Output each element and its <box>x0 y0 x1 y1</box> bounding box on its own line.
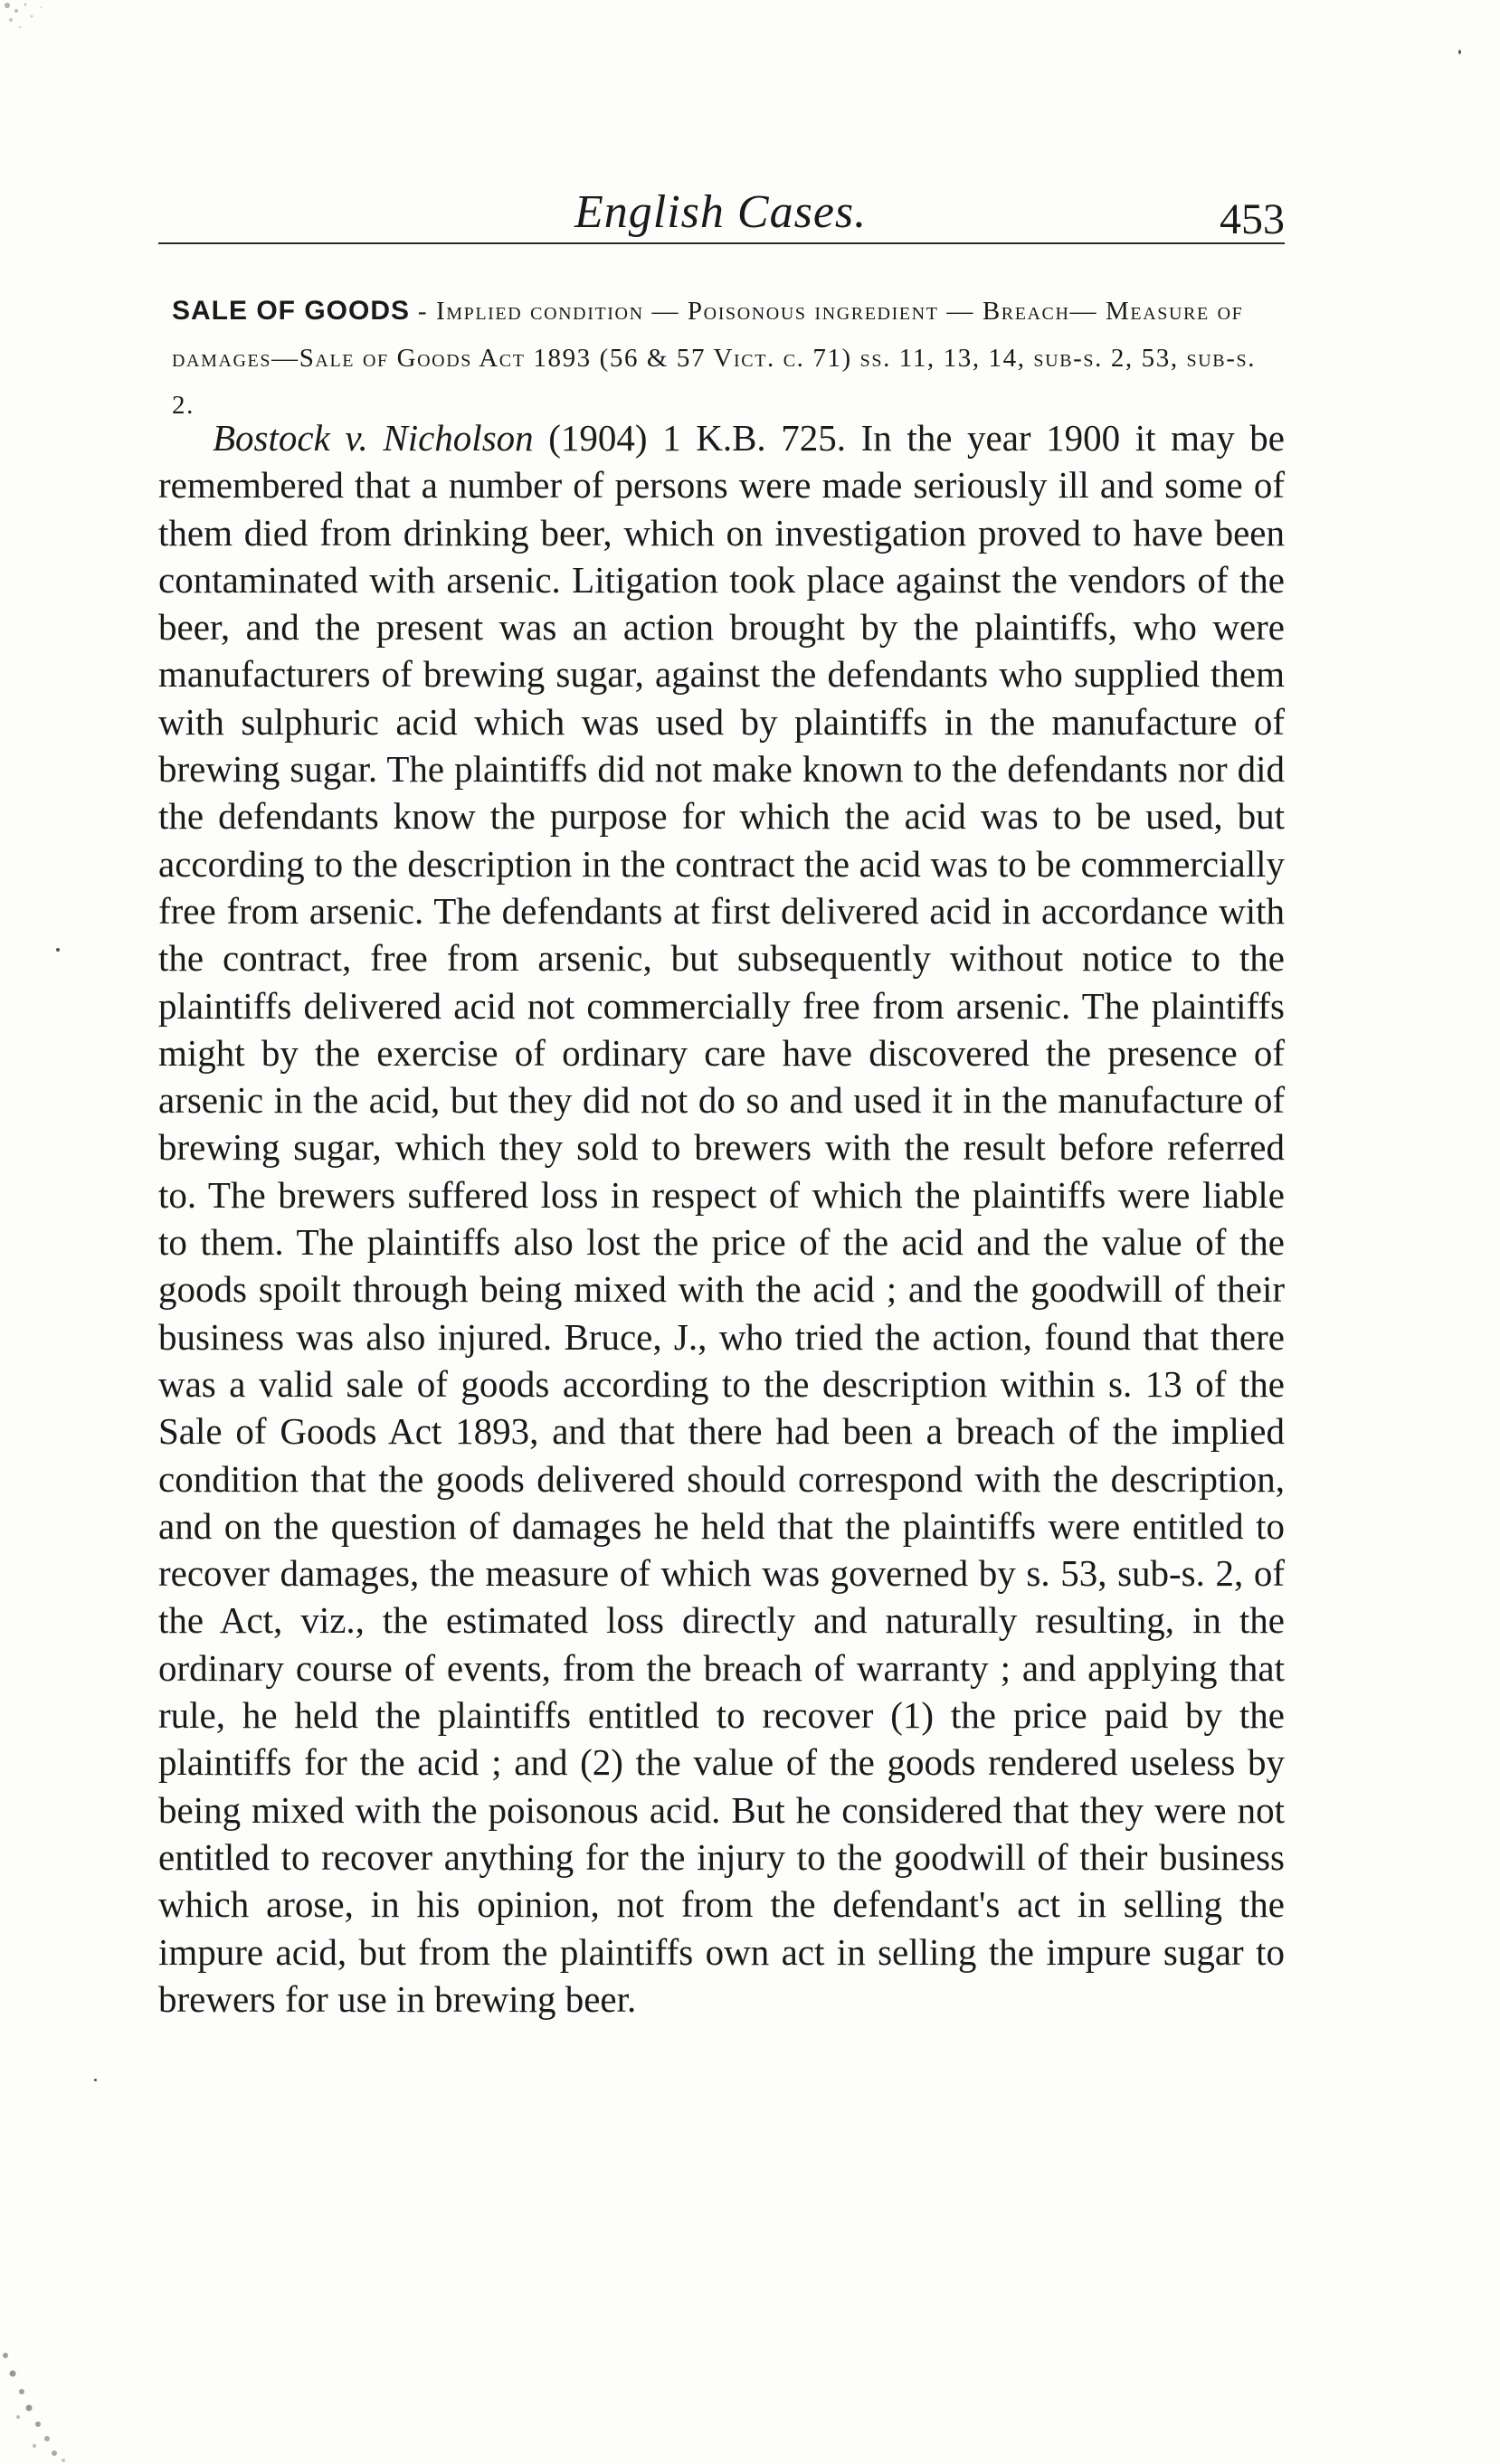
page-header <box>158 176 1285 249</box>
page-number: 453 <box>1220 195 1285 243</box>
bottom-left-page-edge-noise <box>0 2337 81 2464</box>
case-summary-paragraph <box>158 414 1285 2023</box>
header-rule <box>158 242 1285 244</box>
case-heading <box>172 288 1285 429</box>
top-left-page-edge-noise <box>0 0 63 63</box>
running-head: English Cases. <box>574 186 868 238</box>
case-heading-rest: - Implied condition — Poisonous ingredient — Breach— Measure of damages—Sale of Goods Act 1893 (56 & 57 Vict. c. 71) ss. 11, 13, 14, sub-s. 2, 53, sub-s. 2. <box>172 297 1257 420</box>
case-heading-lead: SALE OF GOODS <box>172 296 411 326</box>
ink-speck <box>1458 50 1461 54</box>
case-summary-text: (1904) 1 K.B. 725. In the year 1900 it may be remembered that a number of persons were made seriously ill and some of them died from drinking beer, which on investigation proved to have been contaminated with arsenic. Litigation took place against the vendors of the beer, and the present was an action brought by the plaintiffs, who were manufacturers of brewing sugar, against the defendants who supplied them with sulphuric acid which was used by plaintiffs in the manufacture of brewing sugar. The plaintiffs did not make known to the defendants nor did the defendants know the purpose for which the acid was to be used, but according to the description in the contract the acid was to be commercially free from arsenic. The defendants at first delivered acid in accordance with the contract, free from arsenic, but subsequently without notice to the plaintiffs delivered acid not commercially free from arsenic. The plaintiffs might by the exercise of ordinary care have discovered the presence of arsenic in the acid, but they did not do so and used it in the manufacture of brewing sugar, which they sold to brewers with the result before referred to. The brewers suffered loss in respect of which the plaintiffs were liable to them. The plaintiffs also lost the price of the acid and the value of the goods spoilt through being mixed with the acid ; and the goodwill of their business was also injured. Bruce, J., who tried the action, found that there was a valid sale of goods according to the description within s. 13 of the Sale of Goods Act 1893, and that there had been a breach of the implied condition that the goods delivered should correspond with the description, and on the question of damages he held that the plaintiffs were entitled to recover damages, the measure of which was governed by s. 53, sub-s. 2, of the Act, viz., the estimated loss directly and naturally resulting, in the ordinary course of events, from the breach of warranty ; and applying that rule, he held the plaintiffs entitled to recover (1) the price paid by the plaintiffs for the acid ; and (2) the value of the goods rendered useless by being mixed with the poisonous acid. But he considered that they were not entitled to recover anything for the injury to the goodwill of their business which arose, in his opinion, not from the defendant's act in selling the impure acid, but from the plaintiffs own act in selling the impure sugar to brewers for use in brewing beer. <box>158 417 1285 2020</box>
ink-speck <box>56 948 60 952</box>
ink-speck <box>94 2079 97 2081</box>
case-citation-name: Bostock v. Nicholson <box>213 417 534 459</box>
